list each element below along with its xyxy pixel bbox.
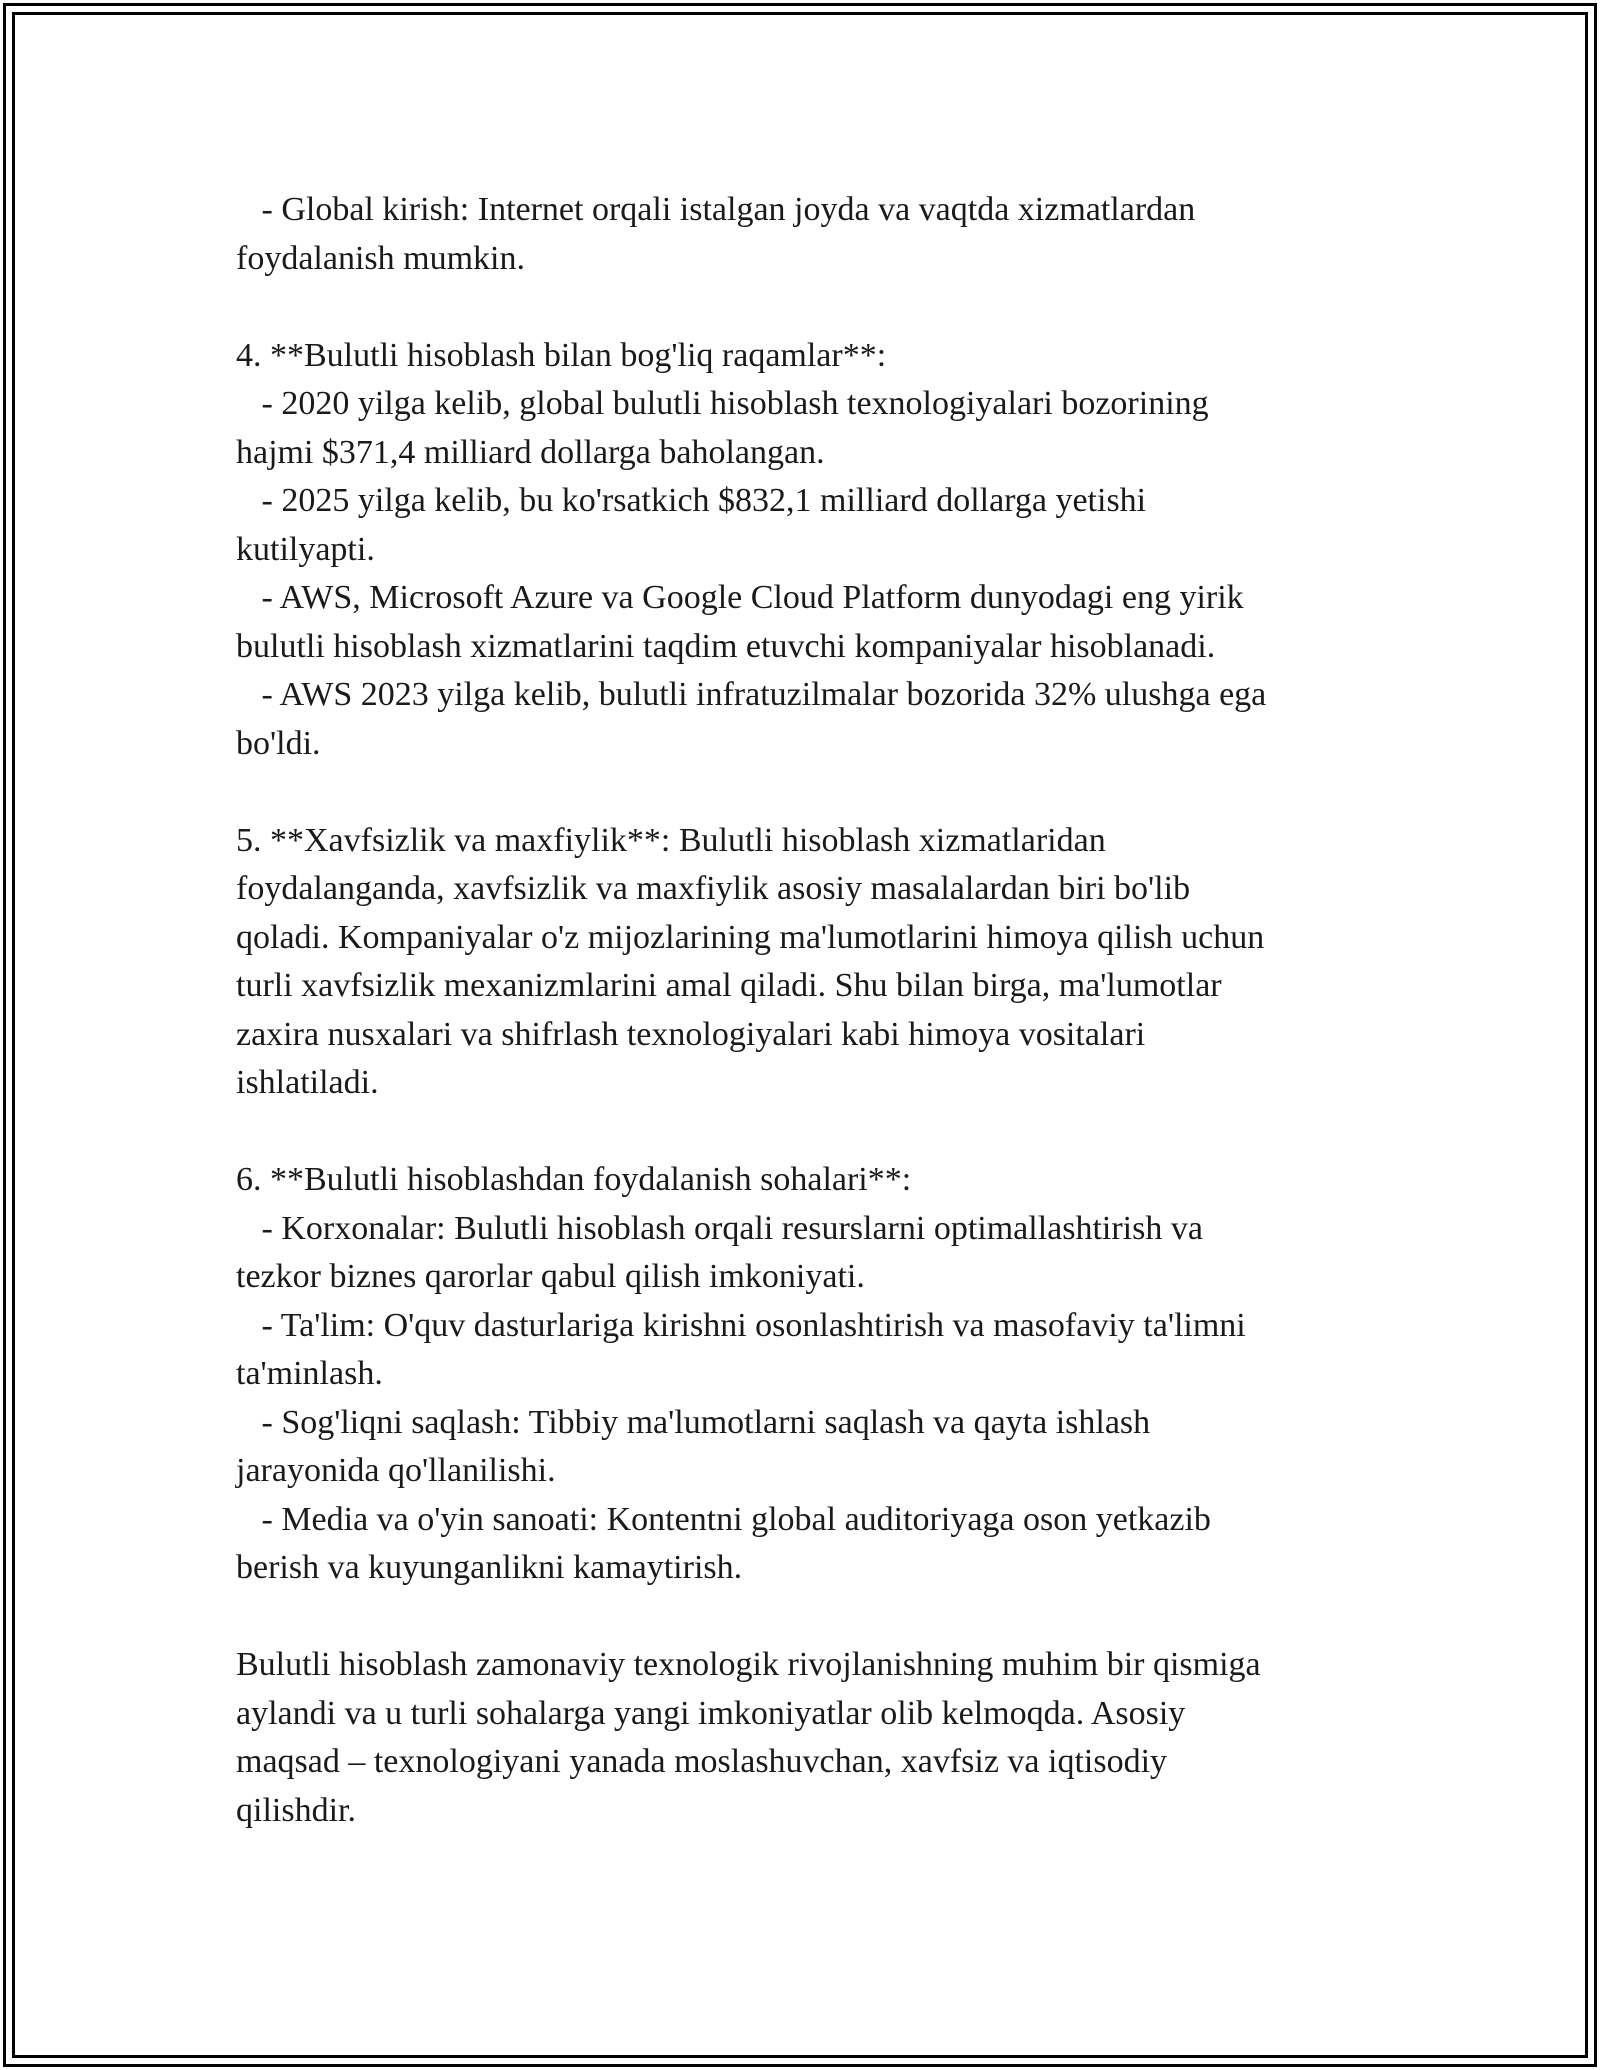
paragraph-spacer (236, 283, 1366, 332)
paragraph-spacer (236, 1593, 1366, 1642)
text-line: zaxira nusxalari va shifrlash texnologiyalari kabi himoya vositalari (236, 1015, 1146, 1053)
section-heading: 4. **Bulutli hisoblash bilan bog'liq raqamlar**: (236, 336, 887, 374)
text-line: ishlatiladi. (236, 1064, 379, 1101)
section-5-security (236, 817, 1366, 1108)
paragraph-spacer (236, 768, 1366, 817)
section-4-numbers (236, 332, 1366, 769)
text-line: maqsad – texnologiyani yanada moslashuvchan, xavfsiz va iqtisodiy (236, 1743, 1168, 1780)
text-line: - 2020 yilga kelib, global bulutli hisoblash texnologiyalari bozorining (236, 385, 1209, 422)
text-line: - Global kirish: Internet orqali istalgan joyda va vaqtda xizmatlardan (236, 191, 1196, 228)
text-line: kutilyapti. (236, 530, 375, 568)
text-line: ta'minlash. (236, 1355, 383, 1392)
text-line: bulutli hisoblash xizmatlarini taqdim etuvchi kompaniyalar hisoblanadi. (236, 627, 1216, 665)
paragraph-spacer (236, 1108, 1366, 1157)
text-line: aylandi va u turli sohalarga yangi imkoniyatlar olib kelmoqda. Asosiy (236, 1694, 1186, 1732)
text-line: Bulutli hisoblash zamonaviy texnologik rivojlanishning muhim bir qismiga (236, 1646, 1261, 1683)
text-line: berish va kuyunganlikni kamaytirish. (236, 1549, 743, 1586)
section-heading: 6. **Bulutli hisoblashdan foydalanish sohalari**: (236, 1161, 912, 1198)
paragraph-conclusion (236, 1641, 1366, 1835)
text-line: bo'ldi. (236, 724, 321, 762)
section-6-usage-areas (236, 1156, 1366, 1593)
document-body (236, 186, 1366, 1835)
text-line: jarayonida qo'llanilishi. (236, 1452, 556, 1489)
text-line: - Korxonalar: Bulutli hisoblash orqali resurslarni optimallashtirish va (236, 1209, 1203, 1247)
text-line: hajmi $371,4 milliard dollarga baholangan. (236, 433, 825, 471)
text-line: turli xavfsizlik mexanizmlarini amal qiladi. Shu bilan birga, ma'lumotlar (236, 967, 1222, 1004)
text-line: - AWS 2023 yilga kelib, bulutli infratuzilmalar bozorida 32% ulushga ega (236, 676, 1267, 713)
text-line: qoladi. Kompaniyalar o'z mijozlarining ma'lumotlarini himoya qilish uchun (236, 918, 1265, 956)
text-line: - AWS, Microsoft Azure va Google Cloud Platform dunyodagi eng yirik (236, 579, 1244, 616)
text-line: foydalanganda, xavfsizlik va maxfiylik asosiy masalalardan biri bo'lib (236, 870, 1191, 907)
text-line: tezkor biznes qarorlar qabul qilish imkoniyati. (236, 1258, 865, 1295)
paragraph-global-access (236, 186, 1366, 283)
text-line: - Sog'liqni saqlash: Tibbiy ma'lumotlarni saqlash va qayta ishlash (236, 1403, 1151, 1441)
text-line: foydalanish mumkin. (236, 239, 525, 277)
text-line: - 2025 yilga kelib, bu ko'rsatkich $832,1 milliard dollarga yetishi (236, 482, 1147, 519)
text-line: - Media va o'yin sanoati: Kontentni global auditoriyaga oson yetkazib (236, 1500, 1211, 1538)
section-heading: 5. **Xavfsizlik va maxfiylik**: Bulutli hisoblash xizmatlaridan (236, 821, 1106, 859)
text-line: qilishdir. (236, 1791, 356, 1829)
text-line: - Ta'lim: O'quv dasturlariga kirishni osonlashtirish va masofaviy ta'limni (236, 1306, 1246, 1344)
